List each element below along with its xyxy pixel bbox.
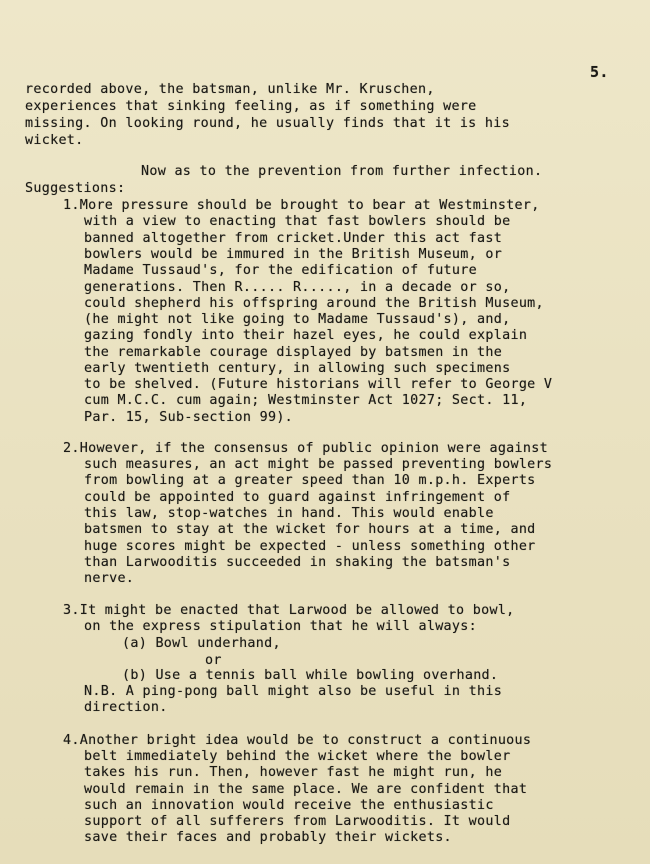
text-line: missing. On looking round, he usually finds that it is his [25,116,510,131]
text-line: Madame Tussaud's, for the edification of future [84,263,478,278]
option-a: (a) Bowl underhand, [122,636,281,651]
text-line: recorded above, the batsman, unlike Mr. Kruschen, [25,82,435,97]
text-line: 1.More pressure should be brought to bear at Westminster, [63,198,540,213]
option-or: or [205,653,222,668]
text-line: such measures, an act might be passed preventing bowlers [84,457,553,472]
text-line: gazing fondly into their hazel eyes, he could explain [84,328,528,343]
text-line: with a view to enacting that fast bowlers should be [84,214,511,229]
text-line: experiences that sinking feeling, as if something were [25,99,477,114]
text-line: save their faces and probably their wickets. [84,830,452,845]
text-line: Par. 15, Sub-section 99). [84,410,294,425]
text-line: banned altogether from cricket.Under this act fast [84,231,503,246]
text-line: would remain in the same place. We are confident that [84,782,528,797]
text-line: could be appointed to guard against infringement of [84,490,511,505]
page-number: 5. [590,63,609,81]
text-line: support of all sufferers from Larwooditis. It would [84,814,511,829]
option-b: (b) Use a tennis ball while bowling overhand. [122,668,499,683]
text-line: on the express stipulation that he will always: [84,619,478,634]
text-line: generations. Then R..... R....., in a decade or so, [84,280,511,295]
text-line: than Larwooditis succeeded in shaking the batsman's [84,555,511,570]
text-line: from bowling at a greater speed than 10 m.p.h. Experts [84,473,536,488]
text-line: wicket. [25,133,84,148]
text-line: batsmen to stay at the wicket for hours at a time, and [84,522,536,537]
text-line: belt immediately behind the wicket where the bowler [84,749,511,764]
nb-note-line: N.B. A ping-pong ball might also be useful in this [84,684,503,699]
text-line: to be shelved. (Future historians will refer to George V [84,377,553,392]
text-line: takes his run. Then, however fast he might run, he [84,765,503,780]
text-line: 2.However, if the consensus of public opinion were against [63,441,548,456]
suggestions-label: Suggestions: [25,181,126,196]
prevention-heading: Now as to the prevention from further infection. [141,164,543,179]
text-line: this law, stop-watches in hand. This would enable [84,506,494,521]
nb-note-line: direction. [84,700,168,715]
text-line: nerve. [84,571,135,586]
text-line: such an innovation would receive the enthusiastic [84,798,494,813]
text-line: early twentieth century, in allowing such specimens [84,361,511,376]
text-line: bowlers would be immured in the British Museum, or [84,247,503,262]
text-line: could shepherd his offspring around the British Museum, [84,296,544,311]
text-line: huge scores might be expected - unless something other [84,539,536,554]
text-line: 4.Another bright idea would be to construct a continuous [63,733,532,748]
text-line: the remarkable courage displayed by batsmen in the [84,345,503,360]
text-line: (he might not like going to Madame Tussaud's), and, [84,312,511,327]
text-line: cum M.C.C. cum again; Westminster Act 1027; Sect. 11, [84,393,528,408]
text-line: 3.It might be enacted that Larwood be allowed to bowl, [63,603,515,618]
